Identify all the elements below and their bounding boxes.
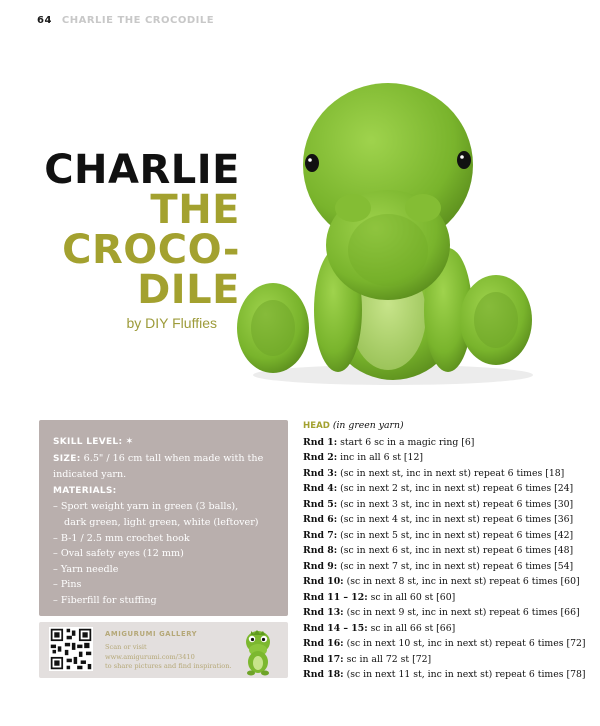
round-label: Rnd 6: xyxy=(303,514,338,525)
round-instruction: (sc in next 3 st, inc in next st) repeat 6 times [30] xyxy=(340,498,574,510)
round-label: Rnd 13: xyxy=(303,607,344,618)
section-note: (in green yarn) xyxy=(332,420,404,431)
crocodile-photo xyxy=(228,70,548,400)
round-instruction: sc in all 60 st [60] xyxy=(370,591,456,603)
materials-list xyxy=(53,499,274,608)
gallery-line-3: to share pictures and find inspiration. xyxy=(105,662,232,670)
title-line-4: DILE xyxy=(137,267,240,313)
skill-info-box xyxy=(39,420,288,616)
pattern-round xyxy=(303,512,593,528)
amigurumi-gallery-box xyxy=(39,622,288,678)
round-instruction: (sc in next 11 st, inc in next st) repeat 6 times [78] xyxy=(346,669,586,680)
round-label: Rnd 1: xyxy=(303,436,338,448)
round-label: Rnd 3: xyxy=(303,467,338,479)
round-instruction: (sc in next 9 st, inc in next st) repeat 6 times [66] xyxy=(346,607,580,618)
pattern-round xyxy=(303,605,593,621)
qr-code-icon[interactable] xyxy=(49,627,93,671)
round-label: Rnd 11 – 12: xyxy=(303,591,368,603)
size-text-2: indicated yarn. xyxy=(53,469,127,481)
round-instruction: start 6 sc in a magic ring [6] xyxy=(340,436,475,448)
material-item: – Fiberfill for stuffing xyxy=(53,594,157,606)
title-line-3: CROCO- xyxy=(62,227,240,273)
crocodile-mascot-icon xyxy=(239,626,277,676)
page-header xyxy=(37,15,214,26)
pattern-round xyxy=(303,466,593,482)
round-label: Rnd 14 – 15: xyxy=(303,622,368,634)
material-item: – Oval safety eyes (12 mm) xyxy=(53,548,184,560)
pattern-title xyxy=(0,147,240,313)
pattern-round xyxy=(303,543,593,559)
gallery-line-1: Scan or visit xyxy=(105,643,147,651)
material-item: dark green, light green, white (leftover) xyxy=(64,516,259,528)
round-instruction: (sc in next 6 st, inc in next st) repeat 6 times [48] xyxy=(340,545,574,556)
round-instruction: (sc in next 2 st, inc in next st) repeat 6 times [24] xyxy=(340,483,574,494)
round-label: Rnd 5: xyxy=(303,498,338,510)
size-label: SIZE: xyxy=(53,453,81,464)
round-label: Rnd 18: xyxy=(303,669,344,680)
round-instruction: (sc in next 8 st, inc in next st) repeat 6 times [60] xyxy=(346,576,580,587)
title-line-1: CHARLIE xyxy=(44,147,240,193)
skill-level-value: ✶ xyxy=(125,436,134,447)
gallery-url-link[interactable]: www.amigurumi.com/3410 xyxy=(105,652,195,661)
pattern-round xyxy=(303,621,593,637)
head-pattern xyxy=(303,418,593,683)
section-title: HEAD xyxy=(303,421,330,431)
round-instruction: (sc in next 5 st, inc in next st) repeat 6 times [42] xyxy=(340,529,574,541)
pattern-round xyxy=(303,435,593,451)
round-instruction: (sc in next 4 st, inc in next st) repeat 6 times [36] xyxy=(340,514,574,525)
pattern-round xyxy=(303,450,593,466)
running-title: CHARLIE THE CROCODILE xyxy=(61,15,215,26)
pattern-round xyxy=(303,590,593,606)
round-label: Rnd 7: xyxy=(303,529,338,541)
round-instruction: sc in all 66 st [66] xyxy=(370,622,456,634)
materials-label: MATERIALS: xyxy=(53,485,117,496)
round-instruction: (sc in next st, inc in next st) repeat 6 times [18] xyxy=(340,467,565,479)
gallery-text xyxy=(105,643,245,672)
material-item: – Sport weight yarn in green (3 balls), xyxy=(53,501,239,513)
round-instruction: inc in all 6 st [12] xyxy=(340,452,423,463)
material-item: – Pins xyxy=(53,579,82,591)
round-label: Rnd 4: xyxy=(303,483,338,494)
skill-level-label: SKILL LEVEL: xyxy=(53,437,123,447)
material-item: – B-1 / 2.5 mm crochet hook xyxy=(53,532,190,544)
pattern-round xyxy=(303,667,593,683)
pattern-round xyxy=(303,574,593,590)
rounds-list xyxy=(303,435,593,683)
pattern-round xyxy=(303,481,593,497)
round-label: Rnd 10: xyxy=(303,576,344,587)
pattern-round xyxy=(303,652,593,668)
round-label: Rnd 8: xyxy=(303,545,338,556)
pattern-round xyxy=(303,636,593,652)
pattern-round xyxy=(303,559,593,575)
round-instruction: sc in all 72 st [72] xyxy=(346,653,432,665)
round-instruction: (sc in next 7 st, inc in next st) repeat 6 times [54] xyxy=(340,560,574,572)
round-label: Rnd 9: xyxy=(303,560,338,572)
round-label: Rnd 17: xyxy=(303,653,344,665)
designer-byline: by DIY Fluffies xyxy=(126,315,217,331)
material-item: – Yarn needle xyxy=(53,563,119,575)
title-line-2: THE xyxy=(150,187,240,233)
round-label: Rnd 16: xyxy=(303,638,344,649)
pattern-round xyxy=(303,497,593,513)
size-text-1: 6.5" / 16 cm tall when made with the xyxy=(83,452,264,464)
page-number: 64 xyxy=(37,15,52,26)
round-label: Rnd 2: xyxy=(303,452,338,463)
pattern-round xyxy=(303,528,593,544)
round-instruction: (sc in next 10 st, inc in next st) repeat 6 times [72] xyxy=(346,638,586,649)
gallery-title: AMIGURUMI GALLERY xyxy=(105,630,198,638)
